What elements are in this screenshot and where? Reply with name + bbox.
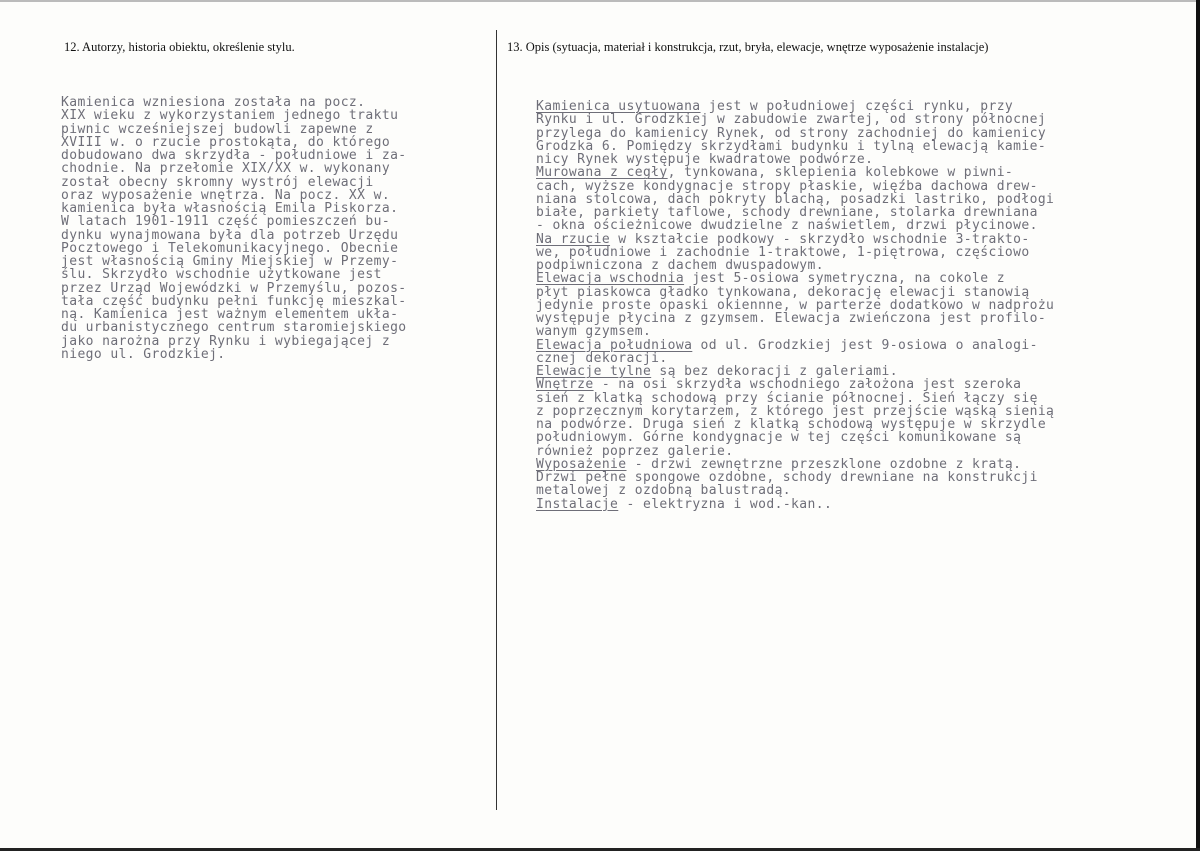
line-text: niana stolcowa, dach pokryty blachą, posadzki lastriko, podłogi: [536, 191, 1055, 207]
line-text: cach, wyższe kondygnacje stropy płaskie, więźba dachowa drew-: [536, 178, 1038, 194]
section-13-line: [536, 431, 1054, 444]
line-text: Grodzka 6. Pomiędzy skrzydłami budynku i tylną elewacją kamie-: [536, 138, 1047, 154]
section-12-line: Pocztowego i Telekomunikacyjnego. Obecnie: [61, 240, 399, 256]
section-12-line: ślu. Skrzydło wschodnie użytkowane jest: [61, 267, 382, 283]
section-12-line: kamienica była własnością Emila Piskorza.: [61, 201, 399, 216]
section-13-line: [536, 498, 1054, 511]
subheading-underlined: Murowana z cegły: [536, 165, 668, 181]
line-text: - elektryzna i wod.-kan..: [618, 496, 833, 512]
section-13-line: [536, 405, 1054, 418]
section-13-line: [536, 339, 1054, 352]
section-13-line: [536, 127, 1054, 140]
section-13-line: [536, 140, 1054, 153]
section-13-line: [536, 193, 1054, 206]
section-12-line: przez Urząd Wojewódzki w Przemyślu, pozos-: [61, 280, 407, 296]
section-13-heading: 13. Opis (sytuacja, materiał i konstrukcja, rzut, bryła, elewacje, wnętrze wyposażenie instalacje): [507, 40, 989, 54]
scan-edge-right: [1196, 0, 1200, 851]
section-13-line: [536, 378, 1054, 391]
line-text: jest w południowej części rynku, przy: [700, 99, 1014, 114]
section-12-line: piwnic wcześniejszej budowli zapewne z: [61, 121, 374, 137]
section-13-line: [536, 299, 1054, 312]
subheading-underlined: Elewacje tylne: [536, 364, 652, 379]
section-13-line: [536, 418, 1054, 431]
section-12-line: niego ul. Grodzkiej.: [61, 346, 226, 362]
section-13-line: [536, 471, 1054, 484]
section-12-line: tała część budynku pełni funkcję mieszkal-: [61, 293, 407, 309]
line-text: występuje płycina z gzymsem. Elewacja zwieńczona jest profilo-: [536, 311, 1047, 326]
subheading-underlined: Elewacja południowa: [536, 337, 693, 353]
section-13-line: [536, 100, 1054, 113]
section-13-line: [536, 113, 1054, 126]
section-13-line: [536, 445, 1054, 458]
subheading-underlined: Kamienica usytuowana: [536, 99, 701, 114]
section-12-line: jako narożna przy Rynku i wybiegającej z: [61, 333, 391, 349]
section-13-line: [536, 458, 1054, 471]
section-13-line: [536, 484, 1054, 497]
line-text: południowym. Górne kondygnacje w tej części komunikowane są: [536, 430, 1022, 446]
section-12-line: du urbanistycznego centrum staromiejskiego: [61, 320, 407, 336]
scan-edge-top: [0, 0, 1200, 2]
line-text: od ul. Grodzkiej jest 9-osiowa o analogi-: [692, 337, 1038, 353]
line-text: , tynkowana, sklepienia kolebkowe w piwni-: [667, 165, 1014, 181]
line-text: przylega do kamienicy Rynek, od strony zachodniej do kamienicy: [536, 125, 1047, 141]
section-13-line: [536, 286, 1054, 299]
line-text: jedynie proste opaski okiennne, w parterze dodatkowo w nadprożu: [536, 297, 1055, 313]
line-text: w kształcie podkowy - skrzydło wschodnie 3-trakto-: [610, 231, 1030, 247]
section-13-line: [536, 246, 1054, 259]
section-12-line: ną. Kamienica jest ważnym elementem ukła-: [61, 307, 399, 322]
line-text: - okna ościeżnicowe dwudzielne z naświetlem, drzwi płycinowe.: [536, 218, 1038, 234]
subheading-underlined: Instalacje: [536, 496, 619, 512]
subheading-underlined: Wnętrze: [536, 377, 594, 393]
line-text: również poprzez galerie.: [536, 443, 734, 459]
section-12-line: oraz wyposażenie wnętrza. Na pocz. XX w.: [61, 187, 391, 203]
section-13-line: [536, 312, 1054, 325]
section-12-text: [61, 96, 407, 361]
line-text: - na osi skrzydła wschodniego założona jest szeroka: [593, 377, 1022, 393]
section-13-line: [536, 272, 1054, 285]
section-13-line: [536, 180, 1054, 193]
line-text: Rynku i ul. Grodzkiej w zabudowie zwartej, od strony północnej: [536, 112, 1047, 128]
section-12-line: został obecny skromny wystrój elewacji: [61, 174, 374, 190]
section-13-line: [536, 259, 1054, 272]
column-divider: [496, 30, 497, 810]
section-12-heading: 12. Autorzy, historia obiektu, określenie stylu.: [64, 40, 295, 54]
line-text: cznej dekoracji.: [536, 350, 668, 366]
line-text: we, południowe i zachodnie 1-traktowe, 1-piętrowa, częściowo: [536, 244, 1030, 260]
line-text: z poprzecznym korytarzem, z którego jest przejście wąską sienią: [536, 403, 1055, 419]
line-text: są bez dekoracji z galeriami.: [651, 364, 898, 379]
section-13-line: [536, 392, 1054, 405]
subheading-underlined: Na rzucie: [536, 231, 611, 247]
line-text: białe, parkiety taflowe, schody drewniane, stolarka drewniana: [536, 205, 1038, 220]
section-12-line: dynku wynajmowana była dla potrzeb Urzędu: [61, 227, 399, 243]
line-text: sień z klatką schodową przy ścianie północnej. Sień łączy się: [536, 390, 1038, 406]
line-text: płyt piaskowca gładko tynkowana, dekorację elewacji stanowią: [536, 284, 1030, 300]
line-text: podpiwniczona z dachem dwuspadowym.: [536, 258, 824, 273]
section-12-line: chodnie. Na przełomie XIX/XX w. wykonany: [61, 161, 391, 177]
section-13-line: [536, 206, 1054, 219]
section-12-line: XVIII w. o rzucie prostokąta, do którego: [61, 134, 391, 150]
section-12-line: dobudowano dwa skrzydła - południowe i za-: [61, 148, 407, 163]
section-12-line: W latach 1901-1911 część pomieszczeń bu-: [61, 214, 391, 230]
section-12-line: jest własnością Gminy Miejskiej w Przemy-: [61, 254, 399, 269]
section-12-line: Kamienica wzniesiona została na pocz.: [61, 95, 366, 110]
section-12-line: XIX wieku z wykorzystaniem jednego traktu: [61, 108, 399, 124]
section-13-text: [536, 100, 1054, 511]
section-13-line: [536, 219, 1054, 232]
line-text: jest 5-osiowa symetryczna, na cokole z: [684, 271, 1005, 287]
subheading-underlined: Elewacja wschodnia: [536, 271, 685, 287]
line-text: - drzwi zewnętrzne przeszklone ozdobne z kratą.: [626, 456, 1022, 472]
line-text: wanym gzymsem.: [536, 324, 652, 340]
line-text: Drzwi pełne spongowe ozdobne, schody drewniane na konstrukcji: [536, 470, 1038, 485]
line-text: metalowej z ozdobną balustradą.: [536, 483, 792, 499]
subheading-underlined: Wyposażenie: [536, 456, 627, 472]
line-text: na podwórze. Druga sień z klatką schodową występuje w skrzydle: [536, 417, 1047, 432]
section-13-line: [536, 233, 1054, 246]
section-13-line: [536, 166, 1054, 179]
section-13-line: [536, 325, 1054, 338]
section-13-line: [536, 352, 1054, 365]
section-13-line: [536, 153, 1054, 166]
line-text: nicy Rynek występuje kwadratowe podwórze.: [536, 152, 874, 167]
section-13-line: [536, 365, 1054, 378]
